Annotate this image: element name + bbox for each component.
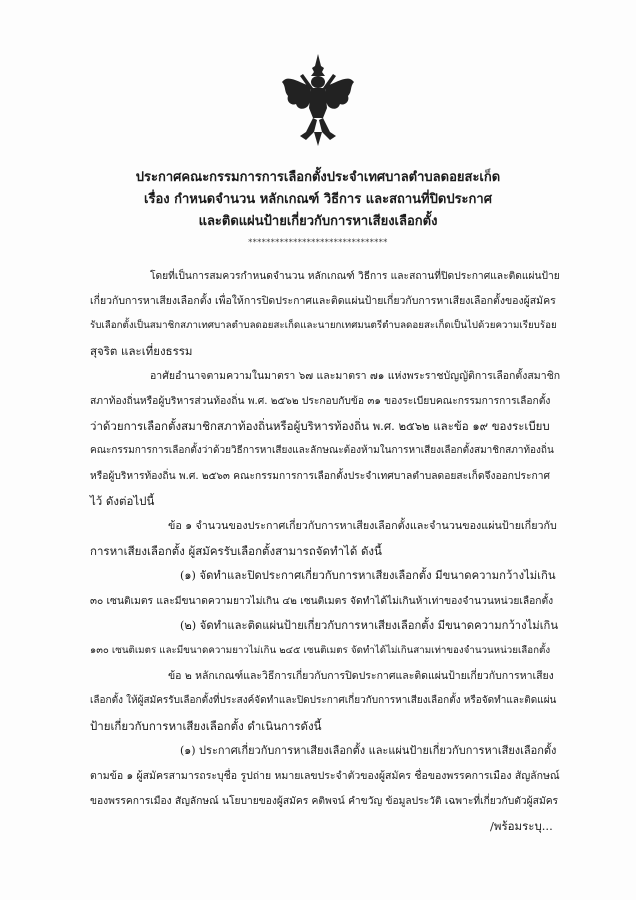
- paragraph-line: อาศัยอำนาจตามความในมาตรา ๖๗ และมาตรา ๗๑ แห่งพระราชบัญญัติการเลือกตั้งสมาชิก: [150, 370, 561, 382]
- paragraph-line: รับเลือกตั้งเป็นสมาชิกสภาเทศบาลตำบลดอยสะเก็ดและนายกเทศมนตรีตำบลดอยสะเก็ดเป็นไปด้วยความเรียบร้อย: [90, 320, 557, 331]
- paragraph-line: ป้ายเกี่ยวกับการหาเสียงเลือกตั้ง ดำเนินการดังนี้: [90, 719, 322, 733]
- clause-2-heading: ข้อ ๒ หลักเกณฑ์และวิธีการเกี่ยวกับการปิดประกาศและติดแผ่นป้ายเกี่ยวกับการหาเสียง: [168, 670, 554, 682]
- announcement-title: ประกาศคณะกรรมการการเลือกตั้งประจำเทศบาลตำบลดอยสะเก็ด: [135, 170, 501, 185]
- paragraph-line: โดยที่เป็นการสมควรกำหนดจำนวน หลักเกณฑ์ วิธีการ และสถานที่ปิดประกาศและติดแผ่นป้าย: [150, 270, 560, 282]
- paragraph-line: สุจริต และเที่ยงธรรม: [90, 344, 193, 358]
- paragraph-line: ตามข้อ ๑ ผู้สมัครสามารถระบุชื่อ รูปถ่าย หมายเลขประจำตัวของผู้สมัคร ชื่อของพรรคการเมือง สัญลักษณ์: [90, 770, 560, 782]
- paragraph-line: เลือกตั้ง ให้ผู้สมัครรับเลือกตั้งที่ประสงค์จัดทำและปิดประกาศเกี่ยวกับการหาเสียงเลือกตั้ง หรือจัดทำและติดแผ่น: [90, 695, 557, 706]
- paragraph-line: ๑๓๐ เซนติเมตร และมีขนาดความยาวไม่เกิน ๒๔๕ เซนติเมตร จัดทำได้ไม่เกินสามเท่าของจำนวนหน่วยเลือกตั้ง: [90, 645, 551, 656]
- continuation-marker: /พร้อมระบุ...: [490, 819, 553, 833]
- paragraph-line: ไว้ ดังต่อไปนี้: [90, 494, 155, 508]
- title-separator: *******************************: [248, 238, 388, 247]
- paragraph-line: คณะกรรมการการเลือกตั้งว่าด้วยวิธีการหาเสียงและลักษณะต้องห้ามในการหาเสียงเลือกตั้งสมาชิกสภาท้องถิ่น: [90, 445, 554, 456]
- paragraph-line: เกี่ยวกับการหาเสียงเลือกตั้ง เพื่อให้การปิดประกาศและติดแผ่นป้ายเกี่ยวกับการหาเสียงเลือกตั้งของผู้สมัคร: [90, 295, 556, 307]
- sub-item-2: (๒) จัดทำและติดแผ่นป้ายเกี่ยวกับการหาเสียงเลือกตั้ง มีขนาดความกว้างไม่เกิน: [180, 619, 559, 632]
- sub-item-1: (๑) จัดทำและปิดประกาศเกี่ยวกับการหาเสียงเลือกตั้ง มีขนาดความกว้างไม่เกิน: [180, 569, 556, 582]
- paragraph-line: ๓๐ เซนติเมตร และมีขนาดความยาวไม่เกิน ๔๒ เซนติเมตร จัดทำได้ไม่เกินห้าเท่าของจำนวนหน่วยเลือกตั้ง: [90, 595, 554, 607]
- paragraph-line: สภาท้องถิ่นหรือผู้บริหารส่วนท้องถิ่น พ.ศ. ๒๕๖๒ ประกอบกับข้อ ๓๑ ของระเบียบคณะกรรมการการเลือกตั้ง: [90, 395, 551, 407]
- garuda-emblem-icon: [280, 52, 356, 148]
- clause-1-heading: ข้อ ๑ จำนวนของประกาศเกี่ยวกับการหาเสียงเลือกตั้งและจำนวนของแผ่นป้ายเกี่ยวกับ: [168, 519, 557, 532]
- paragraph-line: หรือผู้บริหารท้องถิ่น พ.ศ. ๒๕๖๓ คณะกรรมการการเลือกตั้งประจำเทศบาลตำบลดอยสะเก็ดจึงออกประกาศ: [90, 470, 550, 482]
- paragraph-line: ของพรรคการเมือง สัญลักษณ์ นโยบายของผู้สมัคร คติพจน์ คำขวัญ ข้อมูลประวัติ เฉพาะที่เกี่ยวกับตัวผู้สมัคร: [90, 795, 559, 807]
- announcement-subject-continued: และติดแผ่นป้ายเกี่ยวกับการหาเสียงเลือกตั้ง: [198, 214, 438, 229]
- paragraph-line: ว่าด้วยการเลือกตั้งสมาชิกสภาท้องถิ่นหรือผู้บริหารท้องถิ่น พ.ศ. ๒๕๖๒ และข้อ ๑๙ ของระเบียบ: [90, 419, 550, 433]
- sub-item-1: (๑) ประกาศเกี่ยวกับการหาเสียงเลือกตั้ง และแผ่นป้ายเกี่ยวกับการหาเสียงเลือกตั้ง: [180, 744, 557, 757]
- announcement-subject: เรื่อง กำหนดจำนวน หลักเกณฑ์ วิธีการ และสถานที่ปิดประกาศ: [144, 192, 492, 207]
- paragraph-line: การหาเสียงเลือกตั้ง ผู้สมัครรับเลือกตั้งสามารถจัดทำได้ ดังนี้: [90, 544, 382, 558]
